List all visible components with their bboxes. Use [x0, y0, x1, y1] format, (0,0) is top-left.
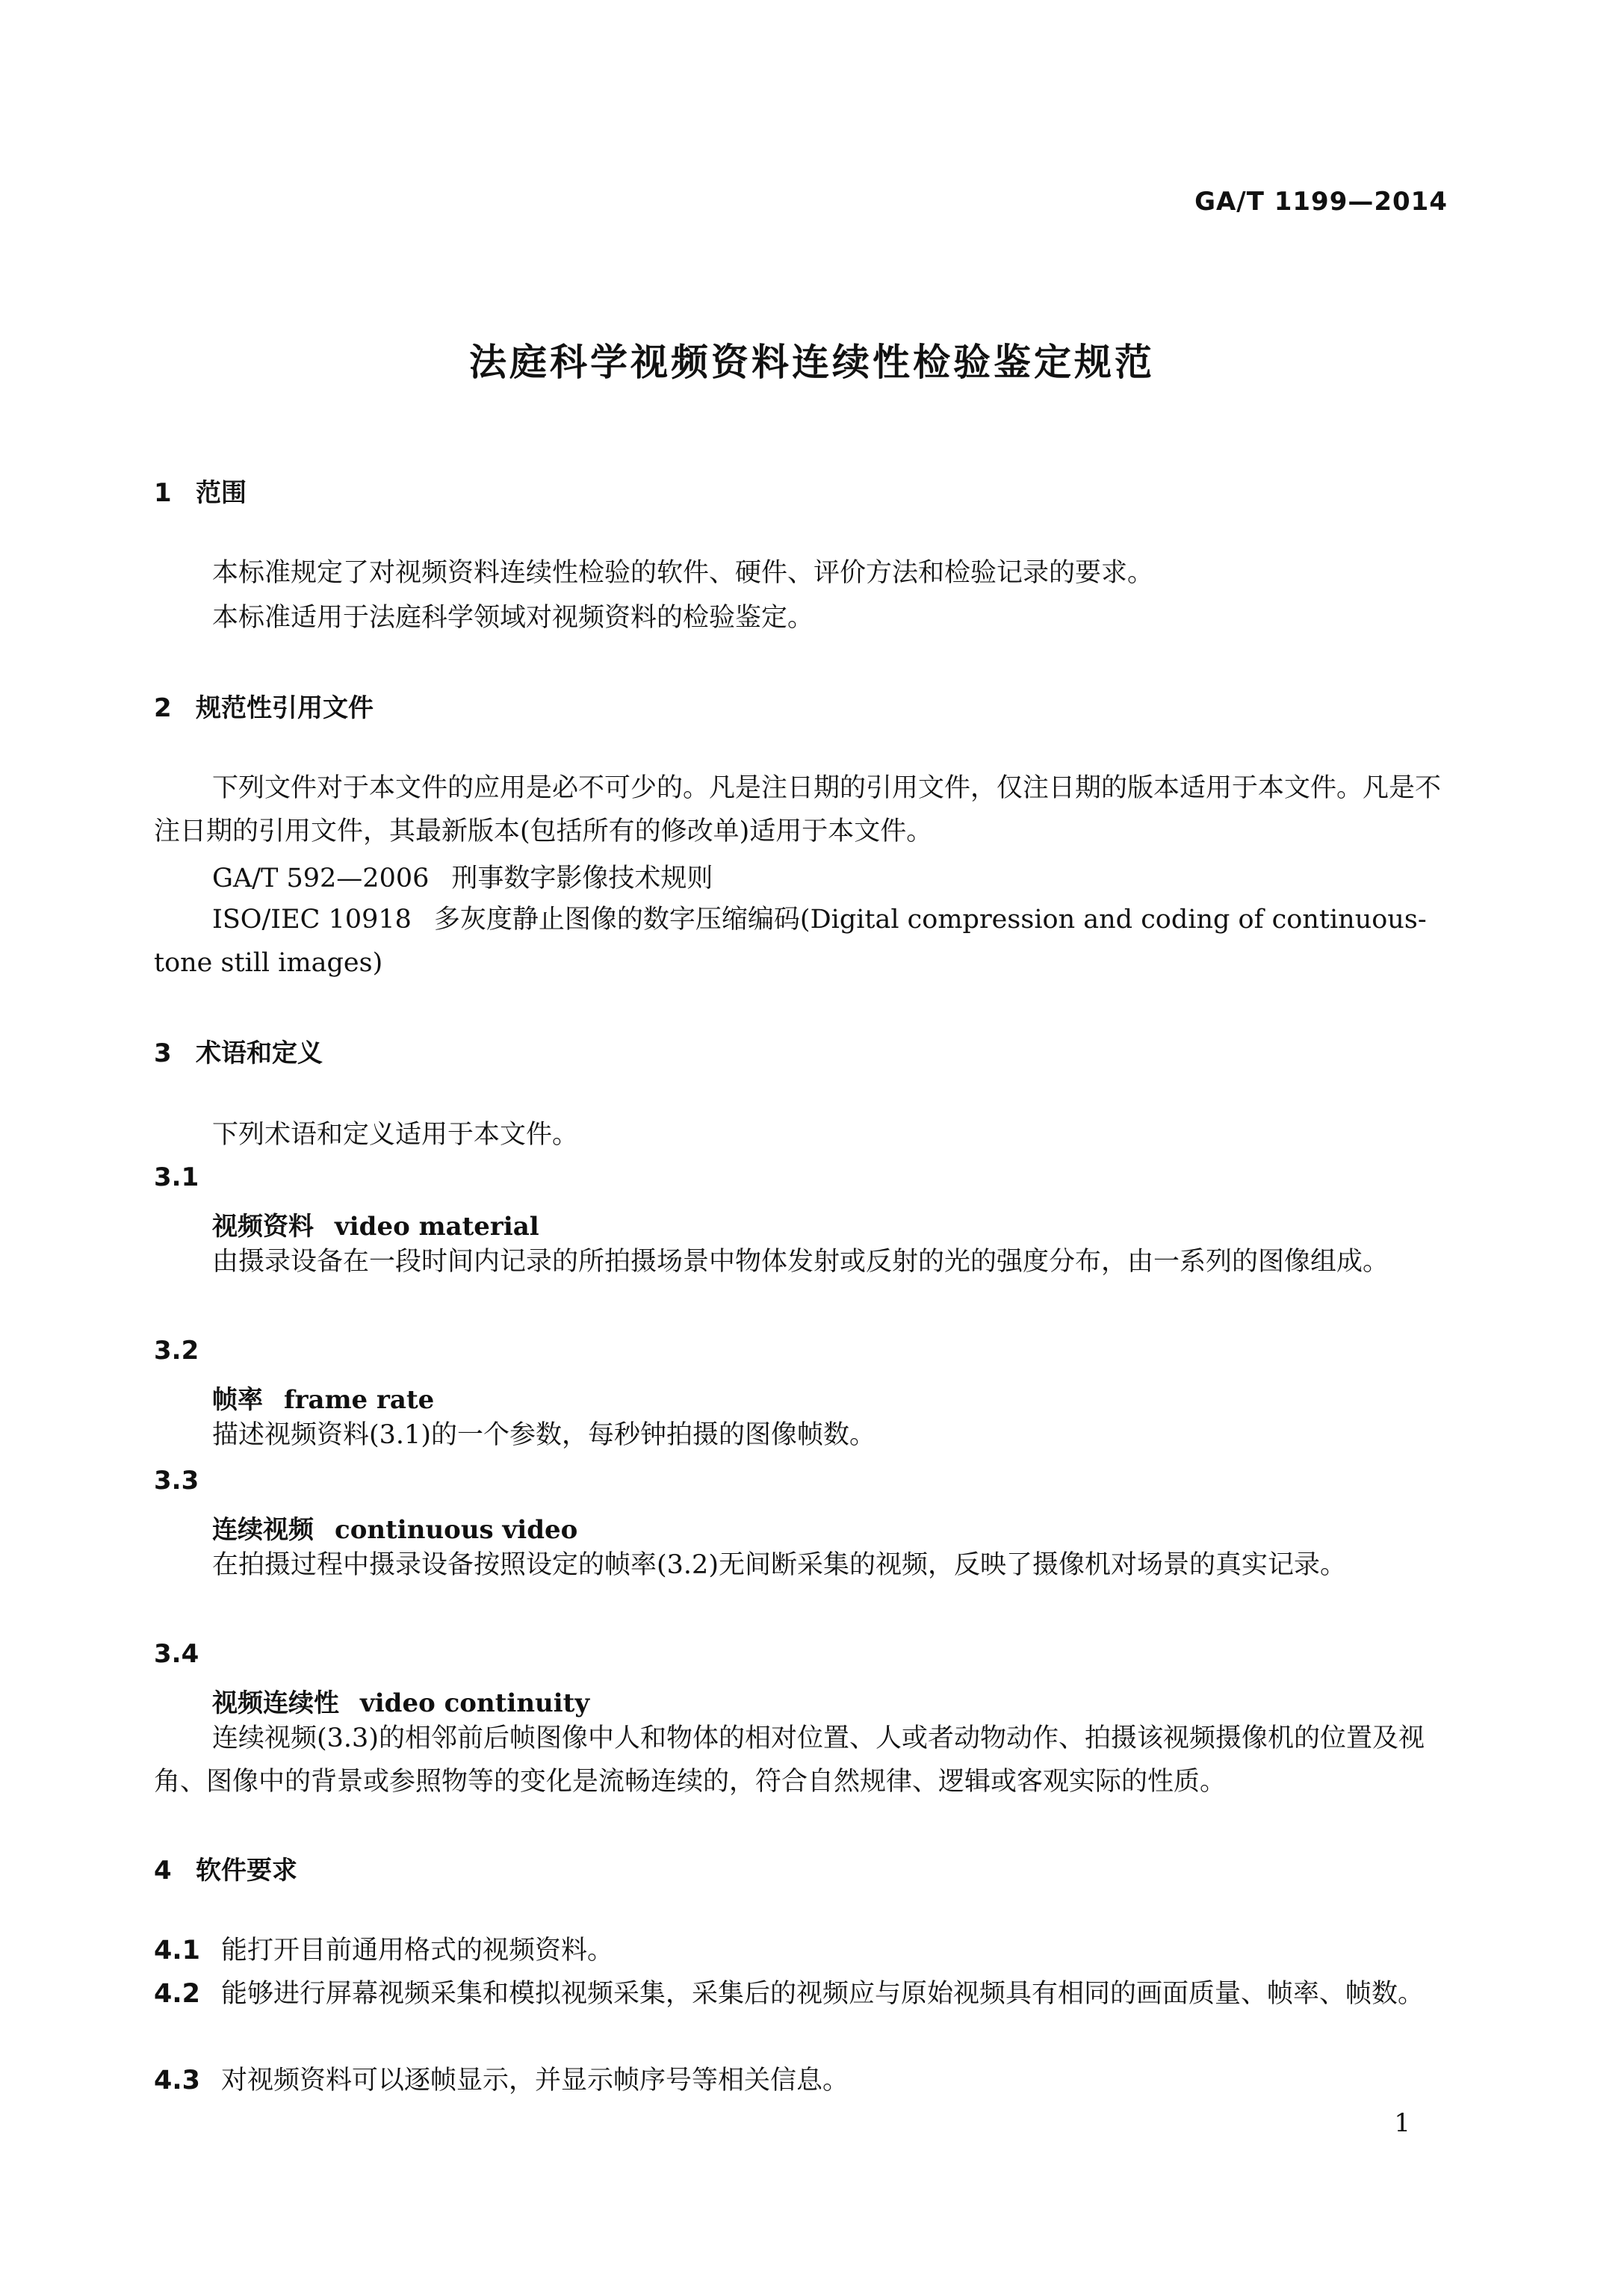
- reference-code: GA/T 592—2006: [212, 864, 430, 893]
- requirement-text: 对视频资料可以逐帧显示，并显示帧序号等相关信息。: [221, 2066, 849, 2096]
- term-zh: 连续视频: [212, 1515, 314, 1545]
- term-number: 3.3: [154, 1466, 199, 1496]
- requirement-text: 能够进行屏幕视频采集和模拟视频采集，采集后的视频应与原始视频具有相同的画面质量、帧率、帧数。: [221, 1979, 1425, 2009]
- term-number: 3.1: [154, 1162, 199, 1192]
- requirement-item: [154, 2059, 1452, 2102]
- term-definition: 描述视频资料(3.1)的一个参数，每秒钟拍摄的图像帧数。: [212, 1420, 875, 1450]
- requirement-item: [154, 1929, 1452, 1972]
- document-title: 法庭科学视频资料连续性检验鉴定规范: [469, 341, 1155, 384]
- standard-code: GA/T 1199—2014: [1194, 187, 1448, 217]
- reference-item: [212, 858, 713, 895]
- reference-title: 多灰度静止图像的数字压缩编码(Digital compression and coding of continuous-tone still images): [154, 905, 1427, 978]
- reference-code: ISO/IEC 10918: [212, 905, 412, 935]
- section-3-heading: [154, 1032, 323, 1069]
- term-heading: [212, 1509, 577, 1546]
- reference-item: [154, 898, 1452, 985]
- term-en: frame rate: [284, 1385, 435, 1415]
- requirement-item: [154, 1972, 1452, 2016]
- term-number: 3.2: [154, 1336, 199, 1366]
- section-2-heading: [154, 687, 374, 724]
- requirement-number: 4.2: [154, 1979, 201, 2009]
- section-number: 4: [154, 1856, 172, 1886]
- requirement-number: 4.1: [154, 1936, 201, 1966]
- term-number: 3.4: [154, 1639, 199, 1669]
- paragraph: 本标准适用于法庭科学领域对视频资料的检验鉴定。: [212, 603, 814, 633]
- requirement-text: 能打开目前通用格式的视频资料。: [221, 1936, 614, 1966]
- term-en: video continuity: [360, 1688, 590, 1718]
- paragraph: 下列文件对于本文件的应用是必不可少的。凡是注日期的引用文件，仅注日期的版本适用于本文件。凡是不注日期的引用文件，其最新版本(包括所有的修改单)适用于本文件。: [154, 773, 1442, 846]
- section-number: 1: [154, 478, 172, 508]
- term-zh: 视频连续性: [212, 1688, 339, 1718]
- term-en: continuous video: [335, 1515, 578, 1545]
- requirement-number: 4.3: [154, 2066, 201, 2096]
- term-zh: 视频资料: [212, 1212, 314, 1242]
- term-heading: [212, 1682, 589, 1719]
- term-definition: 在拍摄过程中摄录设备按照设定的帧率(3.2)无间断采集的视频，反映了摄像机对场景的真实记录。: [212, 1550, 1346, 1580]
- section-title: 规范性引用文件: [196, 693, 374, 723]
- page-number: 1: [1394, 2108, 1410, 2138]
- term-definition: 由摄录设备在一段时间内记录的所拍摄场景中物体发射或反射的光的强度分布，由一系列的图像组成。: [212, 1247, 1389, 1277]
- paragraph: 本标准规定了对视频资料连续性检验的软件、硬件、评价方法和检验记录的要求。: [212, 558, 1154, 588]
- section-number: 2: [154, 693, 172, 723]
- term-heading: [212, 1379, 434, 1416]
- term-zh: 帧率: [212, 1385, 263, 1415]
- section-title: 软件要求: [196, 1856, 297, 1886]
- section-number: 3: [154, 1038, 172, 1068]
- term-definition: 连续视频(3.3)的相邻前后帧图像中人和物体的相对位置、人或者动物动作、拍摄该视频摄像机的位置及视角、图像中的背景或参照物等的变化是流畅连续的，符合自然规律、逻辑或客观实际的性质。: [154, 1723, 1425, 1797]
- section-title: 术语和定义: [196, 1038, 323, 1068]
- section-1-heading: [154, 472, 247, 509]
- term-heading: [212, 1206, 539, 1242]
- section-title: 范围: [196, 478, 247, 508]
- term-en: video material: [335, 1212, 539, 1242]
- section-4-heading: [154, 1850, 297, 1886]
- reference-title: 刑事数字影像技术规则: [451, 864, 713, 893]
- paragraph: 下列术语和定义适用于本文件。: [212, 1120, 579, 1150]
